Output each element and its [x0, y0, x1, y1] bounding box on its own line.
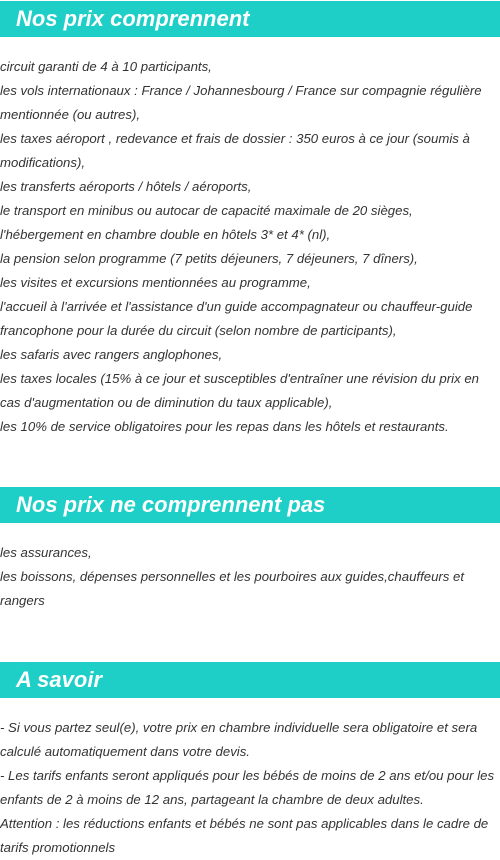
list-item: les safaris avec rangers anglophones, [0, 347, 223, 362]
list-item: Attention : les réductions enfants et bébés ne sont pas applicables dans le cadre de tarifs promotionnels [0, 816, 489, 855]
list-item: les assurances, [0, 545, 92, 560]
section-title-not-included: Nos prix ne comprennent pas [0, 487, 500, 523]
included-list [0, 55, 500, 439]
list-item: les boissons, dépenses personnelles et les pourboires aux guides,chauffeurs et rangers [0, 569, 465, 608]
list-item: circuit garanti de 4 à 10 participants, [0, 59, 212, 74]
list-item: l'hébergement en chambre double en hôtels 3* et 4* (nl), [0, 227, 331, 242]
not-included-list [0, 541, 500, 613]
list-item: les taxes aéroport , redevance et frais de dossier : 350 euros à ce jour (soumis à modifications), [0, 131, 470, 170]
list-item: les transferts aéroports / hôtels / aéroports, [0, 179, 252, 194]
list-item: l'accueil à l'arrivée et l'assistance d'un guide accompagnateur ou chauffeur-guide francophone pour la durée du circuit (selon nombre de participants), [0, 299, 473, 338]
list-item: la pension selon programme (7 petits déjeuners, 7 déjeuners, 7 dîners), [0, 251, 418, 266]
list-item: les 10% de service obligatoires pour les repas dans les hôtels et restaurants. [0, 419, 449, 434]
list-item: - Les tarifs enfants seront appliqués pour les bébés de moins de 2 ans et/ou pour les enfants de 2 à moins de 12 ans, partageant la chambre de deux adultes. [0, 768, 495, 807]
list-item: les visites et excursions mentionnées au programme, [0, 275, 311, 290]
section-title-included: Nos prix comprennent [0, 1, 500, 37]
list-item: le transport en minibus ou autocar de capacité maximale de 20 sièges, [0, 203, 413, 218]
list-item: les vols internationaux : France / Johannesbourg / France sur compagnie régulière mentionnée (ou autres), [0, 83, 482, 122]
good-to-know-list [0, 716, 500, 860]
section-title-good-to-know: A savoir [0, 662, 500, 698]
list-item: - Si vous partez seul(e), votre prix en chambre individuelle sera obligatoire et sera calculé automatiquement dans votre devis. [0, 720, 478, 759]
list-item: les taxes locales (15% à ce jour et susceptibles d'entraîner une révision du prix en cas d'augmentation ou de diminution du taux applicable), [0, 371, 479, 410]
